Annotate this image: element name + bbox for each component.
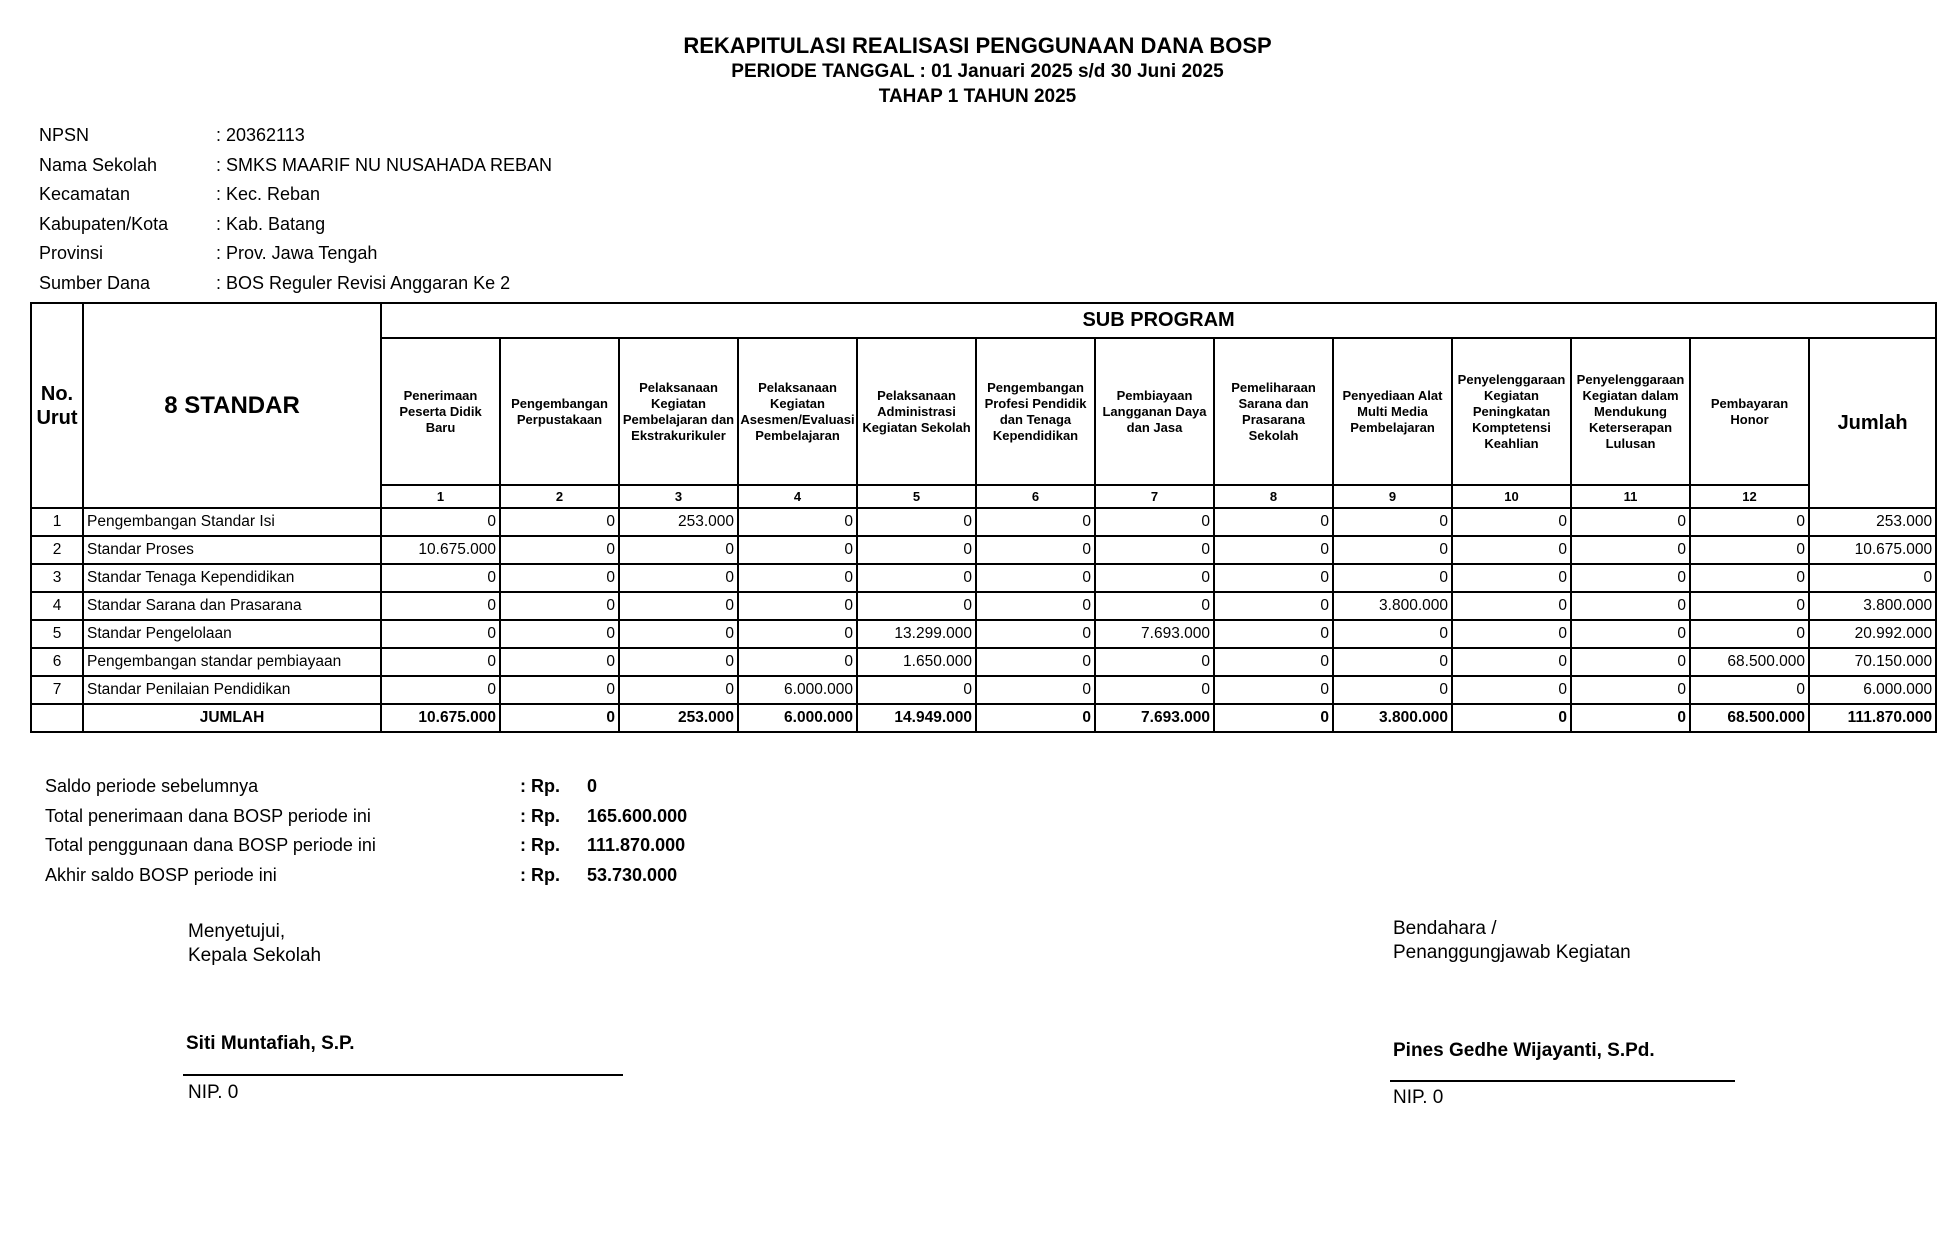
- row-value: 0: [381, 648, 500, 676]
- row-number: 7: [31, 676, 83, 704]
- column-header-12: Pembayaran Honor: [1690, 338, 1809, 485]
- row-value: 1.650.000: [857, 648, 976, 676]
- row-value: 7.693.000: [1095, 620, 1214, 648]
- summary-label: Akhir saldo BOSP periode ini: [45, 864, 277, 885]
- row-value: 0: [1690, 676, 1809, 704]
- total-row-value: 0: [500, 704, 619, 732]
- row-value: 0: [1095, 592, 1214, 620]
- fund-summary: [45, 772, 687, 890]
- info-value: : Prov. Jawa Tengah: [216, 243, 378, 264]
- header-8-standar: 8 STANDAR: [83, 303, 381, 508]
- row-standard-name: Standar Proses: [83, 536, 381, 564]
- row-value: 0: [619, 620, 738, 648]
- summary-value: 111.870.000: [587, 835, 686, 855]
- column-number-9: 9: [1333, 485, 1452, 508]
- row-number: 2: [31, 536, 83, 564]
- column-number-10: 10: [1452, 485, 1571, 508]
- row-value: 0: [1452, 676, 1571, 704]
- info-row: [39, 210, 552, 240]
- row-value: 0: [1333, 620, 1452, 648]
- column-number-4: 4: [738, 485, 857, 508]
- row-value: 0: [738, 648, 857, 676]
- summary-currency: : Rp.: [520, 835, 560, 855]
- row-value: 0: [857, 508, 976, 536]
- row-value: 10.675.000: [381, 536, 500, 564]
- row-value: 0: [1452, 508, 1571, 536]
- row-value: 0: [1095, 648, 1214, 676]
- column-header-3: Pelaksanaan Kegiatan Pembelajaran dan Ekstrakurikuler: [619, 338, 738, 485]
- approver-line1: Menyetujui,: [188, 921, 286, 942]
- row-value: 0: [1333, 536, 1452, 564]
- row-value: 0: [1690, 536, 1809, 564]
- row-total: 6.000.000: [1809, 676, 1936, 704]
- row-value: 3.800.000: [1333, 592, 1452, 620]
- total-row-value: 6.000.000: [738, 704, 857, 732]
- row-value: 0: [1095, 564, 1214, 592]
- summary-currency: : Rp.: [520, 776, 560, 796]
- treasurer-line2: Penanggungjawab Kegiatan: [1393, 942, 1631, 963]
- info-row: [39, 239, 552, 269]
- row-number: 6: [31, 648, 83, 676]
- summary-label: Total penggunaan dana BOSP periode ini: [45, 835, 376, 855]
- row-value: 0: [976, 508, 1095, 536]
- column-header-4: Pelaksanaan Kegiatan Asesmen/Evaluasi Pembelajaran: [738, 338, 857, 485]
- column-number-6: 6: [976, 485, 1095, 508]
- row-value: 0: [857, 592, 976, 620]
- row-value: 0: [1214, 536, 1333, 564]
- row-value: 0: [619, 648, 738, 676]
- row-value: 0: [1452, 536, 1571, 564]
- column-number-12: 12: [1690, 485, 1809, 508]
- column-number-1: 1: [381, 485, 500, 508]
- row-value: 0: [1333, 564, 1452, 592]
- treasurer-name: Pines Gedhe Wijayanti, S.Pd.: [1393, 1040, 1655, 1061]
- row-value: 13.299.000: [857, 620, 976, 648]
- row-standard-name: Pengembangan standar pembiayaan: [83, 648, 381, 676]
- row-value: 0: [381, 508, 500, 536]
- row-value: 0: [1095, 536, 1214, 564]
- row-value: 0: [1571, 564, 1690, 592]
- report-period: PERIODE TANGGAL : 01 Januari 2025 s/d 30 Juni 2025: [731, 61, 1224, 82]
- row-total: 253.000: [1809, 508, 1936, 536]
- row-value: 0: [619, 536, 738, 564]
- row-value: 0: [1095, 676, 1214, 704]
- approver-title: [188, 920, 321, 968]
- row-value: 68.500.000: [1690, 648, 1809, 676]
- row-standard-name: Standar Penilaian Pendidikan: [83, 676, 381, 704]
- row-value: 0: [381, 592, 500, 620]
- realization-table: [30, 302, 1937, 733]
- column-number-8: 8: [1214, 485, 1333, 508]
- column-header-6: Pengembangan Profesi Pendidik dan Tenaga Kependidikan: [976, 338, 1095, 485]
- row-value: 0: [738, 564, 857, 592]
- table-row: [31, 536, 1936, 564]
- column-header-5: Pelaksanaan Administrasi Kegiatan Sekolah: [857, 338, 976, 485]
- table-row: [31, 508, 1936, 536]
- column-header-10: Penyelenggaraan Kegiatan Peningkatan Komptetensi Keahlian: [1452, 338, 1571, 485]
- row-value: 0: [1214, 620, 1333, 648]
- row-value: 0: [976, 676, 1095, 704]
- row-value: 6.000.000: [738, 676, 857, 704]
- summary-currency: : Rp.: [520, 805, 560, 826]
- row-total: 70.150.000: [1809, 648, 1936, 676]
- row-value: 0: [976, 564, 1095, 592]
- row-value: 0: [738, 620, 857, 648]
- row-total: 20.992.000: [1809, 620, 1936, 648]
- summary-label: Saldo periode sebelumnya: [45, 776, 259, 796]
- row-value: 0: [1571, 592, 1690, 620]
- treasurer-title: [1393, 917, 1631, 965]
- info-label: Provinsi: [39, 243, 104, 264]
- row-value: 0: [500, 564, 619, 592]
- row-value: 0: [1690, 592, 1809, 620]
- treasurer-nip: NIP. 0: [1393, 1087, 1444, 1108]
- header-sub-program: SUB PROGRAM: [381, 303, 1936, 338]
- approver-signature-line: [183, 1074, 623, 1076]
- table-row: [31, 648, 1936, 676]
- row-value: 0: [1214, 676, 1333, 704]
- row-value: 0: [500, 592, 619, 620]
- report-title: REKAPITULASI REALISASI PENGGUNAAN DANA BOSP: [683, 33, 1272, 58]
- info-row: [39, 269, 552, 299]
- row-value: 0: [1333, 508, 1452, 536]
- info-label: Kabupaten/Kota: [39, 213, 169, 234]
- table-row: [31, 676, 1936, 704]
- row-value: 0: [1452, 564, 1571, 592]
- column-header-9: Penyediaan Alat Multi Media Pembelajaran: [1333, 338, 1452, 485]
- total-row-label: JUMLAH: [83, 704, 381, 732]
- info-label: Nama Sekolah: [39, 154, 158, 175]
- row-value: 0: [857, 564, 976, 592]
- total-row-value: 3.800.000: [1333, 704, 1452, 732]
- column-header-7: Pembiayaan Langganan Daya dan Jasa: [1095, 338, 1214, 485]
- row-value: 0: [1214, 564, 1333, 592]
- grand-total: 111.870.000: [1809, 704, 1936, 732]
- row-value: 0: [738, 536, 857, 564]
- report-header: [0, 32, 1955, 109]
- info-value: : BOS Reguler Revisi Anggaran Ke 2: [216, 272, 511, 293]
- row-value: 0: [857, 536, 976, 564]
- row-standard-name: Pengembangan Standar Isi: [83, 508, 381, 536]
- row-value: 0: [976, 648, 1095, 676]
- summary-value: 0: [587, 776, 598, 796]
- row-value: 0: [500, 648, 619, 676]
- row-value: 0: [381, 676, 500, 704]
- total-row-value: 0: [976, 704, 1095, 732]
- info-row: [39, 180, 552, 210]
- summary-value: 53.730.000: [587, 864, 678, 885]
- row-value: 0: [1214, 648, 1333, 676]
- row-value: 0: [500, 676, 619, 704]
- row-total: 10.675.000: [1809, 536, 1936, 564]
- summary-value: 165.600.000: [587, 805, 688, 826]
- school-info: [39, 121, 552, 299]
- row-value: 0: [500, 508, 619, 536]
- total-row-value: 0: [1214, 704, 1333, 732]
- column-header-2: Pengembangan Perpustakaan: [500, 338, 619, 485]
- treasurer-signature-line: [1390, 1080, 1735, 1082]
- summary-row: [45, 831, 687, 861]
- row-value: 0: [976, 536, 1095, 564]
- row-value: 0: [1571, 676, 1690, 704]
- row-value: 0: [619, 564, 738, 592]
- header-jumlah: Jumlah: [1809, 338, 1936, 508]
- column-number-2: 2: [500, 485, 619, 508]
- row-value: 0: [619, 676, 738, 704]
- treasurer-line1: Bendahara /: [1393, 918, 1497, 939]
- row-value: 0: [1214, 508, 1333, 536]
- row-value: 253.000: [619, 508, 738, 536]
- total-row-value: 7.693.000: [1095, 704, 1214, 732]
- row-value: 0: [1333, 648, 1452, 676]
- info-row: [39, 121, 552, 151]
- row-value: 0: [1452, 620, 1571, 648]
- total-row-value: 0: [1571, 704, 1690, 732]
- row-standard-name: Standar Sarana dan Prasarana: [83, 592, 381, 620]
- column-number-5: 5: [857, 485, 976, 508]
- info-label: NPSN: [39, 125, 90, 145]
- info-label: Kecamatan: [39, 184, 131, 205]
- info-label: Sumber Dana: [39, 272, 151, 293]
- approver-nip: NIP. 0: [188, 1082, 239, 1103]
- row-value: 0: [1571, 536, 1690, 564]
- row-standard-name: Standar Pengelolaan: [83, 620, 381, 648]
- total-row-blank: [31, 704, 83, 732]
- row-number: 5: [31, 620, 83, 648]
- info-value: : 20362113: [216, 125, 305, 145]
- row-value: 0: [1690, 620, 1809, 648]
- summary-row: [45, 772, 687, 802]
- row-value: 0: [1571, 508, 1690, 536]
- column-number-11: 11: [1571, 485, 1690, 508]
- row-value: 0: [1452, 592, 1571, 620]
- row-value: 0: [1095, 508, 1214, 536]
- row-total: 0: [1809, 564, 1936, 592]
- row-number: 4: [31, 592, 83, 620]
- row-value: 0: [1333, 676, 1452, 704]
- row-value: 0: [1690, 564, 1809, 592]
- row-value: 0: [619, 592, 738, 620]
- column-header-1: Penerimaan Peserta Didik Baru: [381, 338, 500, 485]
- row-value: 0: [1452, 648, 1571, 676]
- summary-row: [45, 861, 687, 891]
- report-stage: TAHAP 1 TAHUN 2025: [878, 86, 1077, 107]
- row-value: 0: [381, 564, 500, 592]
- total-row-value: 0: [1452, 704, 1571, 732]
- column-header-8: Pemeliharaan Sarana dan Prasarana Sekolah: [1214, 338, 1333, 485]
- info-value: : Kab. Batang: [216, 213, 326, 234]
- row-value: 0: [1214, 592, 1333, 620]
- header-no-urut: No. Urut: [31, 303, 83, 508]
- approver-name: Siti Muntafiah, S.P.: [186, 1033, 355, 1054]
- row-value: 0: [1690, 508, 1809, 536]
- table-row: [31, 620, 1936, 648]
- total-row: [31, 704, 1936, 732]
- row-value: 0: [1571, 648, 1690, 676]
- summary-row: [45, 802, 687, 832]
- column-number-7: 7: [1095, 485, 1214, 508]
- row-value: 0: [738, 508, 857, 536]
- total-row-value: 253.000: [619, 704, 738, 732]
- total-row-value: 14.949.000: [857, 704, 976, 732]
- total-row-value: 10.675.000: [381, 704, 500, 732]
- row-number: 1: [31, 508, 83, 536]
- row-value: 0: [976, 620, 1095, 648]
- row-value: 0: [976, 592, 1095, 620]
- info-value: : SMKS MAARIF NU NUSAHADA REBAN: [216, 154, 553, 175]
- row-number: 3: [31, 564, 83, 592]
- row-value: 0: [500, 536, 619, 564]
- column-number-3: 3: [619, 485, 738, 508]
- row-value: 0: [738, 592, 857, 620]
- row-value: 0: [500, 620, 619, 648]
- row-total: 3.800.000: [1809, 592, 1936, 620]
- info-row: [39, 151, 552, 181]
- summary-currency: : Rp.: [520, 864, 560, 885]
- table-row: [31, 592, 1936, 620]
- table-row: [31, 564, 1936, 592]
- info-value: : Kec. Reban: [216, 184, 321, 205]
- row-value: 0: [857, 676, 976, 704]
- row-standard-name: Standar Tenaga Kependidikan: [83, 564, 381, 592]
- column-header-11: Penyelenggaraan Kegiatan dalam Mendukung Keterserapan Lulusan: [1571, 338, 1690, 485]
- row-value: 0: [381, 620, 500, 648]
- row-value: 0: [1571, 620, 1690, 648]
- total-row-value: 68.500.000: [1690, 704, 1809, 732]
- summary-label: Total penerimaan dana BOSP periode ini: [45, 805, 371, 826]
- approver-line2: Kepala Sekolah: [188, 945, 322, 966]
